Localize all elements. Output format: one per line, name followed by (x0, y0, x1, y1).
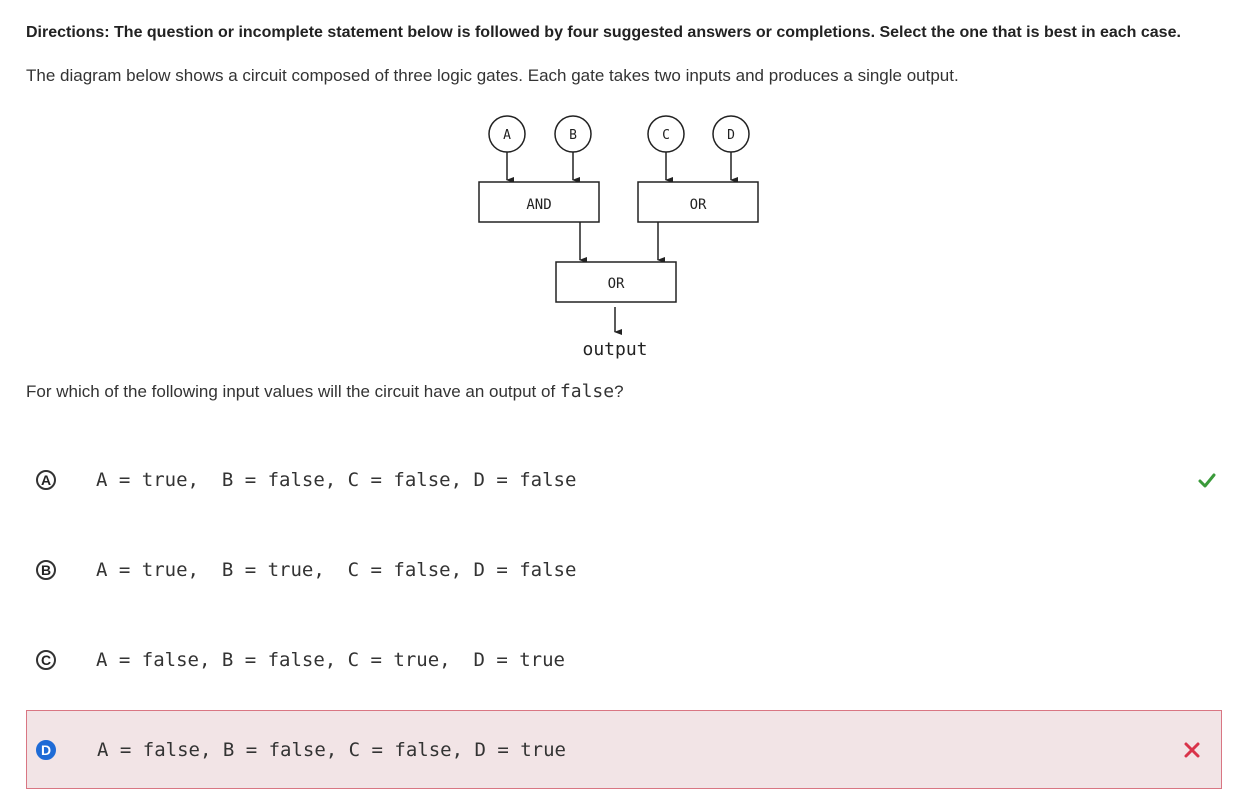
input-node-d (713, 116, 749, 152)
input-node-c (648, 116, 684, 152)
svg-text:B: B (569, 128, 577, 143)
svg-text:D: D (727, 128, 735, 143)
choice-d-text: A = false, B = false, C = false, D = true (97, 738, 566, 761)
input-node-b (555, 116, 591, 152)
checkmark-icon (1196, 469, 1218, 491)
choice-d-letter: D (36, 740, 56, 760)
choice-a-text: A = true, B = false, C = false, D = false (96, 468, 577, 491)
output-label: output (582, 339, 648, 360)
choice-b-letter: B (36, 560, 56, 580)
choice-a[interactable] (26, 440, 1222, 519)
or-gate-bottom (556, 262, 676, 302)
svg-text:A: A (503, 128, 511, 143)
logic-circuit-diagram (470, 112, 770, 375)
question-prefix: For which of the following input values will the circuit have an output of (26, 382, 560, 401)
question-suffix: ? (614, 382, 624, 401)
input-node-a (489, 116, 525, 152)
intro-text: The diagram below shows a circuit composed of three logic gates. Each gate takes two inputs and produces a single output. (26, 66, 959, 85)
and-gate (479, 182, 599, 222)
or-gate-top (638, 182, 758, 222)
question-code: false (559, 381, 615, 402)
choice-c-text: A = false, B = false, C = true, D = true (96, 648, 565, 671)
svg-text:AND: AND (526, 197, 552, 213)
choice-d[interactable] (26, 710, 1222, 789)
question-text (26, 381, 624, 402)
choice-c-letter: C (36, 650, 56, 670)
svg-text:OR: OR (689, 197, 707, 213)
choice-c[interactable] (26, 620, 1222, 699)
svg-text:C: C (662, 128, 670, 143)
choice-b[interactable] (26, 530, 1222, 609)
answer-choices (26, 440, 1222, 800)
choice-a-letter: A (36, 470, 56, 490)
choice-b-text: A = true, B = true, C = false, D = false (96, 558, 577, 581)
directions-text: Directions: The question or incomplete statement below is followed by four suggested answers or completions. Select the one that is best in each case. (26, 24, 1181, 41)
cross-icon (1181, 739, 1203, 761)
svg-text:OR: OR (607, 276, 625, 292)
